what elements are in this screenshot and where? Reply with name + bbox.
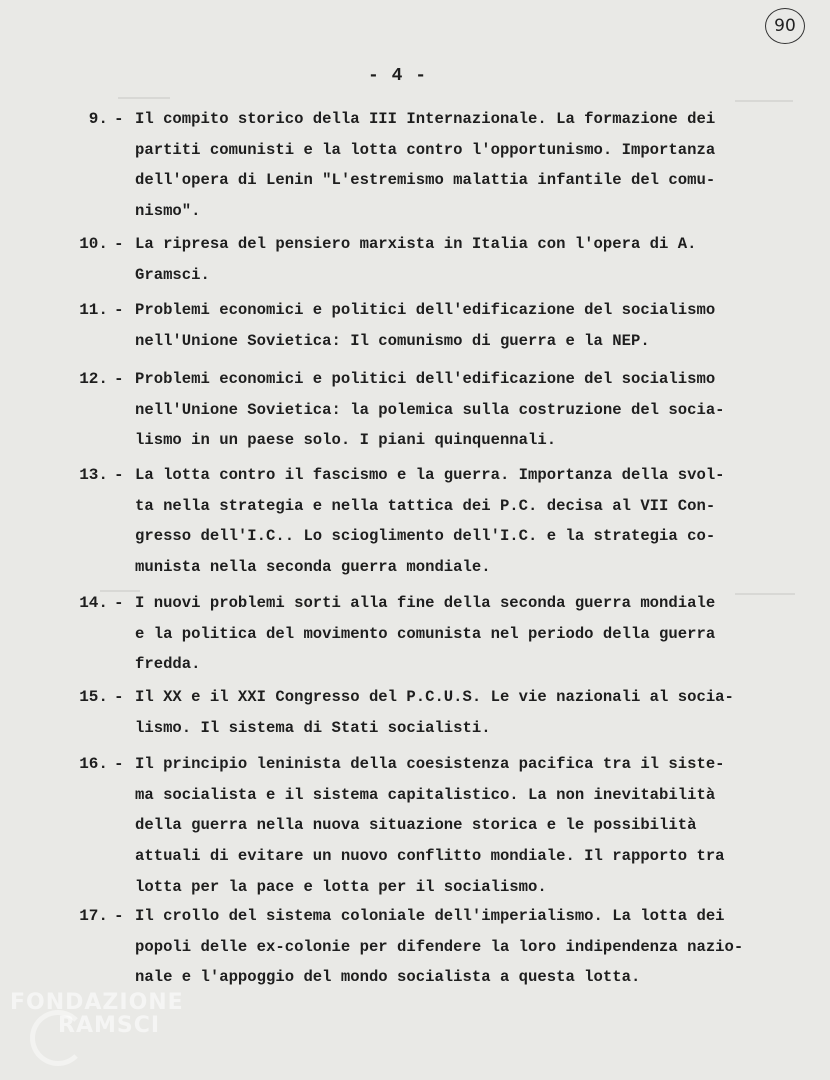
archive-page-stamp: 90 bbox=[765, 8, 805, 44]
item-text-line: nismo". bbox=[135, 202, 201, 221]
item-text-line: Il XX e il XXI Congresso del P.C.U.S. Le vie nazionali al socia- bbox=[135, 688, 734, 706]
item-text-line: popoli delle ex-colonie per difendere la loro indipendenza nazio- bbox=[135, 937, 744, 956]
item-text-line: Problemi economici e politici dell'edificazione del socialismo bbox=[135, 370, 716, 388]
item-text-line: Il crollo del sistema coloniale dell'imperialismo. La lotta dei bbox=[135, 907, 725, 925]
item-number: 9. bbox=[88, 110, 108, 128]
item-number: 15. bbox=[79, 688, 108, 706]
item-text-line: e la politica del movimento comunista nel periodo della guerra bbox=[135, 624, 716, 643]
item-dash: - bbox=[114, 594, 124, 612]
item-text-line: munista nella seconda guerra mondiale. bbox=[135, 558, 491, 577]
item-number: 11. bbox=[79, 301, 108, 319]
item-text bbox=[135, 460, 775, 583]
item-text-line: I nuovi problemi sorti alla fine della seconda guerra mondiale bbox=[135, 594, 716, 612]
item-number: 10. bbox=[79, 235, 108, 253]
item-text-line: ma socialista e il sistema capitalistico. La non inevitabilità bbox=[135, 785, 716, 804]
item-text-line: nell'Unione Sovietica: la polemica sulla costruzione del socia- bbox=[135, 400, 725, 419]
item-text-line: della guerra nella nuova situazione storica e le possibilità bbox=[135, 816, 697, 835]
item-text-line: fredda. bbox=[135, 655, 201, 674]
item-dash: - bbox=[114, 235, 124, 253]
item-text-line: nell'Unione Sovietica: Il comunismo di guerra e la NEP. bbox=[135, 331, 650, 350]
item-text-line: Gramsci. bbox=[135, 265, 210, 284]
item-text-line: ta nella strategia e nella tattica dei P.C. decisa al VII Con- bbox=[135, 496, 716, 515]
item-text-line: attuali di evitare un nuovo conflitto mondiale. Il rapporto tra bbox=[135, 847, 725, 866]
item-text bbox=[135, 364, 775, 456]
watermark-line-2: RAMSCI bbox=[58, 1013, 161, 1038]
item-dash: - bbox=[114, 110, 124, 128]
item-text bbox=[135, 104, 775, 227]
item-text-line: dell'opera di Lenin "L'estremismo malattia infantile del comu- bbox=[135, 171, 716, 190]
item-number: 14. bbox=[79, 594, 108, 612]
item-number: 13. bbox=[79, 466, 108, 484]
item-number: 17. bbox=[79, 907, 108, 925]
item-text-line: gresso dell'I.C.. Lo scioglimento dell'I.C. e la strategia co- bbox=[135, 527, 716, 546]
item-number: 12. bbox=[79, 370, 108, 388]
item-dash: - bbox=[114, 755, 124, 773]
item-text bbox=[135, 295, 775, 356]
item-text-line: Problemi economici e politici dell'edificazione del socialismo bbox=[135, 301, 716, 319]
item-number: 16. bbox=[79, 755, 108, 773]
item-text-line: La lotta contro il fascismo e la guerra. Importanza della svol- bbox=[135, 466, 725, 484]
item-dash: - bbox=[114, 370, 124, 388]
item-dash: - bbox=[114, 907, 124, 925]
page-number: - 4 - bbox=[367, 66, 427, 86]
item-text bbox=[135, 749, 775, 902]
item-text-line: partiti comunisti e la lotta contro l'opportunismo. Importanza bbox=[135, 140, 716, 159]
item-text-line: La ripresa del pensiero marxista in Italia con l'opera di A. bbox=[135, 235, 697, 253]
item-text bbox=[135, 588, 775, 680]
watermark bbox=[10, 990, 184, 1038]
item-dash: - bbox=[114, 688, 124, 706]
item-text-line: Il principio leninista della coesistenza pacifica tra il siste- bbox=[135, 755, 725, 773]
item-dash: - bbox=[114, 466, 124, 484]
item-text bbox=[135, 229, 775, 290]
item-text-line: Il compito storico della III Internazionale. La formazione dei bbox=[135, 110, 716, 128]
item-text-line: lotta per la pace e lotta per il socialismo. bbox=[135, 877, 547, 896]
item-dash: - bbox=[114, 301, 124, 319]
watermark-line-1: FONDAZIONE bbox=[10, 990, 184, 1015]
item-text bbox=[135, 901, 775, 993]
item-text bbox=[135, 682, 775, 743]
item-text-line: nale e l'appoggio del mondo socialista a questa lotta. bbox=[135, 968, 641, 987]
item-text-line: lismo. Il sistema di Stati socialisti. bbox=[135, 718, 491, 737]
item-text-line: lismo in un paese solo. I piani quinquennali. bbox=[135, 431, 557, 450]
